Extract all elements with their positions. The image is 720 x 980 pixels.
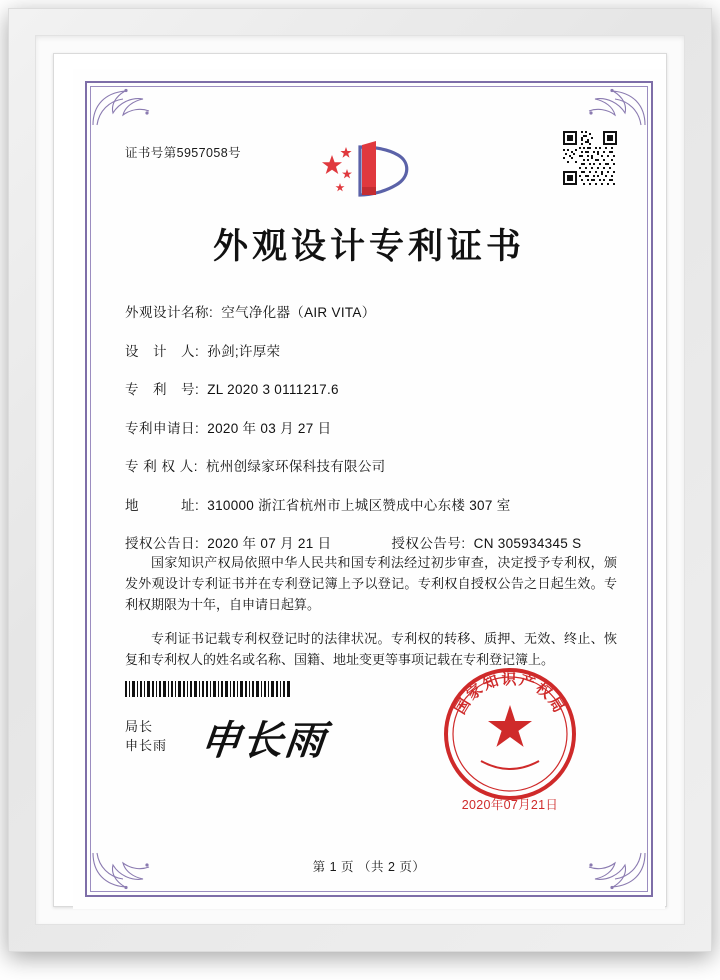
- field-row-designer: [125, 340, 617, 360]
- field-value: 310000 浙江省杭州市上城区赞成中心东楼 307 室: [207, 497, 511, 513]
- page-footer: 第 1 页 （共 2 页）: [312, 860, 426, 874]
- certificate-number: 证书号第5957058号: [125, 146, 241, 160]
- official-seal-icon: [441, 665, 579, 803]
- legal-paragraph-2: 专利证书记载专利权登记时的法律状况。专利权的转移、质押、无效、终止、恢复和专利权人的姓名或名称、国籍、地址变更等事项记载在专利登记簿上。: [125, 631, 617, 667]
- corner-ornament-icon: [585, 87, 647, 127]
- field-label: 专 利 号:: [125, 382, 200, 397]
- director-block: [125, 717, 167, 755]
- qr-code-icon: [563, 131, 617, 185]
- corner-ornament-icon: [91, 87, 153, 127]
- field-value-grant-date: 2020 年 07 月 21 日: [207, 536, 332, 551]
- legal-text: [125, 539, 617, 672]
- field-label-grant-date: 授权公告日:: [125, 536, 200, 551]
- field-label: 设 计 人:: [125, 343, 200, 359]
- field-row-design-name: [125, 301, 617, 321]
- director-label: 局长: [125, 719, 154, 734]
- field-label-grant-number: 授权公告号:: [391, 536, 466, 551]
- field-row-address: [125, 494, 617, 514]
- field-value: 孙剑;许厚荣: [207, 343, 281, 359]
- field-label: 专 利 权 人:: [125, 459, 199, 474]
- director-name: 申长雨: [125, 738, 168, 753]
- field-row-application-date: [125, 417, 617, 437]
- field-label: 地 址:: [125, 497, 200, 513]
- handwritten-signature: 申长雨: [198, 718, 330, 763]
- field-row-patent-number: [125, 378, 617, 398]
- certificate-frame: [8, 8, 712, 952]
- certificate-fields: [125, 301, 617, 571]
- barcode-icon: [125, 681, 291, 697]
- field-value: 2020 年 03 月 27 日: [207, 420, 332, 436]
- certificate-page: [73, 69, 665, 909]
- legal-paragraph-1: 国家知识产权局依照中华人民共和国专利法经过初步审查，决定授予专利权，颁发外观设计专利证书并在专利登记簿上予以登记。专利权自授权公告之日起生效。专利权期限为十年，自申请日起算。: [125, 555, 617, 612]
- field-value: 空气净化器（AIR VITA）: [221, 305, 376, 320]
- page-title: 外观设计专利证书: [212, 227, 525, 266]
- field-value: ZL 2020 3 0111217.6: [207, 382, 339, 397]
- svg-text:国家知识产权局: 国家知识产权局: [452, 672, 568, 718]
- field-value: 杭州创绿家环保科技有限公司: [206, 459, 386, 474]
- seal-date: 2020年07月21日: [461, 798, 559, 812]
- field-value-grant-number: CN 305934345 S: [473, 536, 582, 551]
- field-row-patentee: [125, 455, 617, 475]
- field-label: 专利申请日:: [125, 420, 200, 436]
- field-label: 外观设计名称:: [125, 305, 214, 320]
- cnipa-logo-icon: [314, 137, 424, 203]
